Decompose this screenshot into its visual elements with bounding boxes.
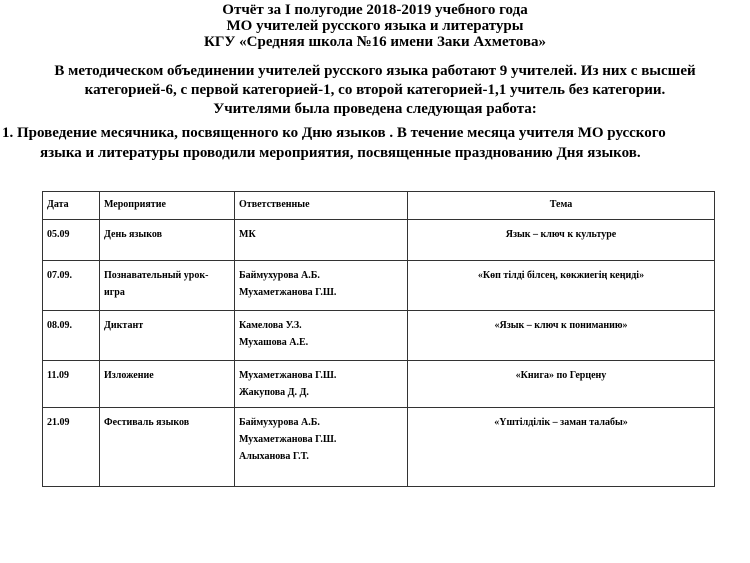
responsible-name: Алыханова Г.Т. [239, 451, 309, 462]
responsible-name: Мухаметжанова Г.Ш. [239, 370, 337, 381]
responsible-name: Жакупова Д. Д. [239, 387, 309, 398]
responsible-name: Мухаметжанова Г.Ш. [239, 287, 337, 298]
event-line: Познавательный урок- [104, 270, 209, 281]
event-line: Изложение [104, 370, 154, 381]
cell-responsible [235, 220, 408, 261]
cell-date: 07.09. [43, 261, 100, 311]
cell-date: 05.09 [43, 220, 100, 261]
intro-line-3: Учителями была проведена следующая работа: [213, 101, 537, 117]
report-subtitle: МО учителей русского языка и литературы [226, 18, 524, 34]
responsible-name: Мухаметжанова Г.Ш. [239, 434, 337, 445]
header-responsible: Ответственные [235, 192, 408, 220]
table-header-row [43, 192, 715, 220]
point-1-line-2: языка и литературы проводили мероприятия, посвященные празднованию Дня языков. [40, 145, 641, 161]
cell-event [100, 361, 235, 408]
report-title: Отчёт за I полугодие 2018-2019 учебного года [222, 2, 528, 18]
responsible-name: Мухашова А.Е. [239, 337, 309, 348]
intro-line-2: категорией-6, с первой категорией-1, со второй категорией-1,1 учитель без категории. [84, 82, 666, 98]
header-event: Мероприятие [100, 192, 235, 220]
point-1-line-1: 1. Проведение месячника, посвященного ко Дню языков . В течение месяца учителя МО русского [2, 125, 666, 141]
cell-topic: «Книга» по Герцену [408, 361, 715, 408]
responsible-name: Баймухурова А.Б. [239, 270, 320, 281]
cell-responsible [235, 361, 408, 408]
responsible-name: Баймухурова А.Б. [239, 417, 320, 428]
cell-event [100, 408, 235, 487]
events-table [42, 191, 715, 487]
school-name: КГУ «Средняя школа №16 имени Заки Ахметова» [203, 34, 547, 50]
event-line: День языков [104, 229, 163, 240]
cell-event [100, 220, 235, 261]
cell-date: 11.09 [43, 361, 100, 408]
cell-topic: «Үштілділік – заман талабы» [408, 408, 715, 487]
cell-topic: «Язык – ключ к пониманию» [408, 311, 715, 361]
table-row [43, 311, 715, 361]
event-line: Фестиваль языков [104, 417, 190, 428]
cell-event [100, 261, 235, 311]
event-line: Диктант [104, 320, 144, 331]
intro-paragraph [0, 62, 750, 119]
event-line: игра [104, 287, 125, 298]
responsible-name: Камелова У.З. [239, 320, 302, 331]
cell-date: 21.09 [43, 408, 100, 487]
report-header [0, 2, 750, 50]
header-date: Дата [43, 192, 100, 220]
cell-topic: Язык – ключ к культуре [408, 220, 715, 261]
cell-responsible [235, 261, 408, 311]
cell-responsible [235, 311, 408, 361]
responsible-name: МК [239, 229, 256, 240]
table-row [43, 220, 715, 261]
intro-line-1: В методическом объединении учителей русского языка работают 9 учителей. Из них с высшей [54, 63, 696, 79]
cell-event [100, 311, 235, 361]
header-topic: Тема [408, 192, 715, 220]
table-row [43, 361, 715, 408]
cell-date: 08.09. [43, 311, 100, 361]
point-1 [2, 123, 748, 163]
table-row [43, 261, 715, 311]
cell-topic: «Көп тілді білсең, көкжиегің кеңиді» [408, 261, 715, 311]
cell-responsible [235, 408, 408, 487]
table-row [43, 408, 715, 487]
